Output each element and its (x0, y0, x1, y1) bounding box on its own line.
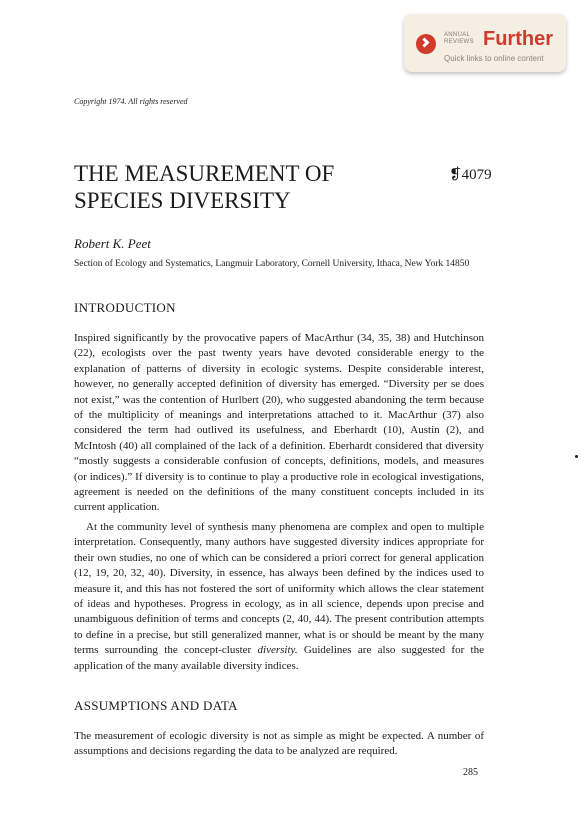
section-heading-assumptions: ASSUMPTIONS AND DATA (74, 698, 238, 713)
reference-number: ❡4079 (449, 167, 492, 183)
margin-dot (575, 455, 578, 458)
further-banner[interactable] (404, 14, 566, 72)
further-logo-text: Further (483, 28, 553, 50)
author-affiliation: Section of Ecology and Systematics, Langmuir Laboratory, Cornell University, Ithaca, New York 14850 (74, 259, 470, 269)
annual-reviews-logo: ANNUAL REVIEWS (444, 32, 474, 45)
section-heading-introduction: INTRODUCTION (74, 300, 176, 315)
title-line-2: SPECIES DIVERSITY (74, 188, 291, 213)
quick-links-label: Quick links to online content (444, 54, 544, 63)
assumptions-paragraph-1: The measurement of ecologic diversity is not as simple as might be expected. A number of assumptions and decisions regarding the data to be analyzed are required. (74, 730, 484, 758)
article-title (74, 160, 334, 214)
chevron-right-icon (416, 34, 436, 54)
title-line-1: THE MEASUREMENT OF (74, 161, 335, 186)
copyright-notice: Copyright 1974. All rights reserved (74, 97, 188, 106)
intro-p2-text-end: Guidelines are also suggested for the application of the many available diversity indices. (74, 644, 484, 672)
page-number: 285 (463, 767, 478, 778)
intro-p2-text: At the community level of synthesis many phenomena are complex and open to multiple interpretation. Consequently, many authors have suggested diversity indices appropriate for their own studies, no one of which can be considered a priori correct for general application (12, 19, 20, 32, 40). Diversity, in essence, has always been defined by the indices used to measure it, and this has not fostered the sort of uniformity which allows the clear statement of ideas and hypotheses. Progress in ecology, as in all science, depends upon precise and unambiguous definition of terms and concepts (2, 40, 44). The present contribution attempts to define in a precise, but still generalized manner, what is or should be meant by the many terms surrounding the concept-cluster (74, 521, 484, 657)
intro-p2-italic-term: diversity. (257, 644, 298, 657)
intro-paragraph-2 (74, 520, 484, 674)
author-name: Robert K. Peet (74, 236, 151, 251)
intro-paragraph-1: Inspired significantly by the provocative papers of MacArthur (34, 35, 38) and Hutchinson (22), ecologists over the past twenty years have devoted considerable energy to the explanation of patterns of diversity in ecologic systems. Despite considerable interest, however, no generally accepted definition of diversity has emerged. “Diversity per se does not exist,” was the contention of Hurlbert (20), who suggested abandoning the term because of the multiplicity of meanings and interpretations attached to it. MacArthur (37) also considered the term had outlived its usefulness, and Eberhardt (10), Austin (2), and McIntosh (40) all complained of the lack of a definition. Eberhardt considered that diversity “mostly suggests a considerable confusion of concepts, definitions, models, and measures (or indices).” If diversity is to continue to play a productive role in ecological investigations, agreement is needed on the definitions of the many constituent concepts included in its current application. (74, 332, 484, 514)
